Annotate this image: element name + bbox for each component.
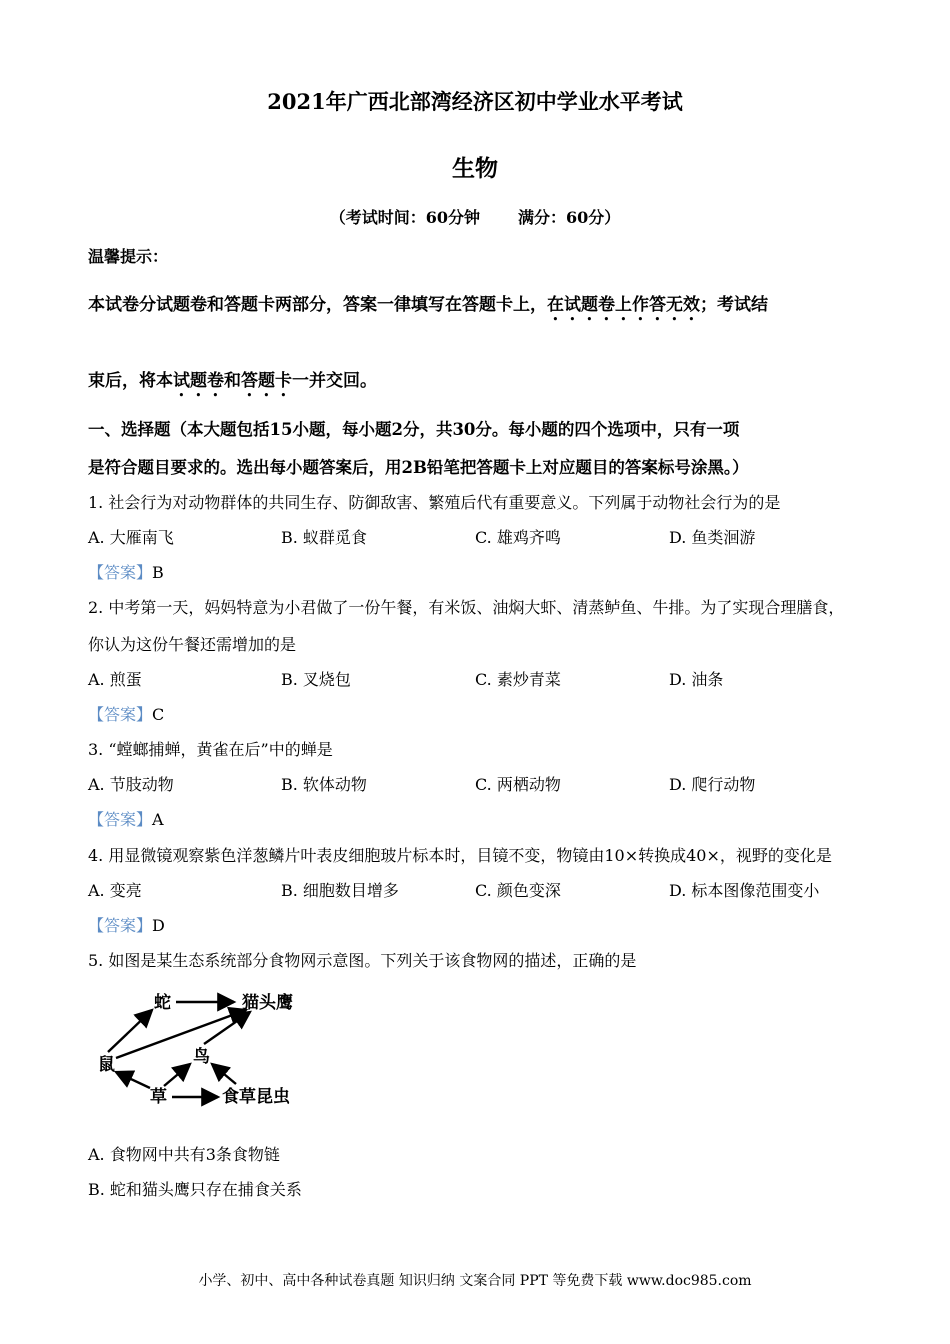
- section-heading-line-2: 是符合题目要求的。选出每小题答案后，用2B铅笔把答题卡上对应题目的答案标号涂黑。）: [88, 458, 749, 477]
- answer-value: B: [152, 563, 164, 582]
- exam-info: [0, 205, 950, 228]
- tips-line-2: [88, 366, 377, 401]
- node-owl: 猫头鹰: [242, 993, 293, 1013]
- tips-text: ；考试结: [700, 295, 768, 315]
- q5-option-b: B. 蛇和猫头鹰只存在捕食关系: [88, 1180, 302, 1199]
- question-5-stem: 5. 如图是某生态系统部分食物网示意图。下列关于该食物网的描述，正确的是: [88, 951, 637, 970]
- tips-text: 和: [224, 371, 241, 391]
- exam-title: 2021年广西北部湾经济区初中学业水平考试: [267, 89, 683, 114]
- question-1-stem: 1. 社会行为对动物群体的共同生存、防御敌害、繁殖后代有重要意义。下列属于动物社会行为的是: [88, 493, 781, 512]
- tips-emphasis: 答题卡: [241, 371, 292, 391]
- q2-answer: [88, 702, 164, 725]
- q2-option-d: D. 油条: [669, 670, 724, 689]
- tips-text: 束后，将本: [88, 371, 173, 391]
- score-label: 满分：60分）: [518, 208, 621, 227]
- question-4-stem: 4. 用显微镜观察紫色洋葱鳞片叶表皮细胞玻片标本时，目镜不变，物镜由10×转换成40×，视野的变化是: [88, 846, 832, 865]
- q2-option-c: C. 素炒青菜: [475, 670, 561, 689]
- arrow-mouse-owl: [116, 1010, 246, 1058]
- arrow-grass-mouse: [116, 1072, 150, 1088]
- food-web-svg: [96, 980, 316, 1110]
- answer-tag: 【答案】: [88, 810, 153, 829]
- answer-tag: 【答案】: [88, 916, 153, 935]
- subject-title: 生物: [452, 155, 498, 182]
- question-3-stem: 3. “螳螂捕蝉，黄雀在后”中的蝉是: [88, 740, 333, 759]
- time-label: （考试时间：60分钟: [329, 208, 480, 227]
- answer-value: D: [152, 916, 165, 935]
- node-snake: 蛇: [154, 993, 171, 1013]
- q4-option-a: A. 变亮: [88, 881, 142, 900]
- tips-emphasis: 在试题卷上作答无效: [547, 295, 700, 315]
- tips-text: 本试卷分试题卷和答题卡两部分，答案一律填写在答题卡上，: [88, 295, 547, 315]
- q1-option-d: D. 鱼类洄游: [669, 528, 756, 547]
- q3-option-a: A. 节肢动物: [88, 775, 174, 794]
- q1-option-c: C. 雄鸡齐鸣: [475, 528, 561, 547]
- q3-option-c: C. 两栖动物: [475, 775, 561, 794]
- q4-option-d: D. 标本图像范围变小: [669, 881, 820, 900]
- arrow-mouse-snake: [108, 1010, 152, 1052]
- q1-option-a: A. 大雁南飞: [88, 528, 174, 547]
- answer-value: A: [152, 810, 164, 829]
- q2-option-b: B. 叉烧包: [281, 670, 351, 689]
- section-heading-line-1: 一、选择题（本大题包括15小题，每小题2分，共30分。每小题的四个选项中，只有一项: [88, 420, 740, 439]
- tips-emphasis: 试题卷: [173, 371, 224, 391]
- node-insect: 食草昆虫: [222, 1087, 290, 1107]
- q3-answer: [88, 807, 164, 830]
- answer-tag: 【答案】: [88, 563, 153, 582]
- q3-option-b: B. 软体动物: [281, 775, 367, 794]
- node-mouse: 鼠: [98, 1055, 115, 1075]
- page-footer: 小学、初中、高中各种试卷真题 知识归纳 文案合同 PPT 等免费下载 www.doc985.com: [198, 1273, 752, 1289]
- arrow-insect-bird: [212, 1064, 236, 1084]
- arrow-grass-bird: [164, 1064, 190, 1086]
- q4-option-c: C. 颜色变深: [475, 881, 561, 900]
- q1-option-b: B. 蚁群觅食: [281, 528, 367, 547]
- q5-option-a: A. 食物网中共有3条食物链: [88, 1145, 280, 1164]
- tips-line-1: [88, 290, 768, 325]
- question-2-stem: 2. 中考第一天，妈妈特意为小君做了一份午餐，有米饭、油焖大虾、清蒸鲈鱼、牛排。为了实现合理膳食，: [88, 598, 845, 617]
- tips-heading: 温馨提示：: [88, 247, 169, 266]
- node-grass: 草: [150, 1087, 167, 1107]
- q1-answer: [88, 560, 164, 583]
- q3-option-d: D. 爬行动物: [669, 775, 756, 794]
- q4-option-b: B. 细胞数目增多: [281, 881, 399, 900]
- answer-tag: 【答案】: [88, 705, 153, 724]
- question-2-stem-cont: 你认为这份午餐还需增加的是: [88, 635, 297, 654]
- tips-text: 一并交回。: [292, 371, 377, 391]
- answer-value: C: [152, 705, 165, 724]
- q2-option-a: A. 煎蛋: [88, 670, 142, 689]
- food-web-diagram: [96, 980, 316, 1110]
- node-bird: 鸟: [193, 1047, 210, 1067]
- q4-answer: [88, 913, 165, 936]
